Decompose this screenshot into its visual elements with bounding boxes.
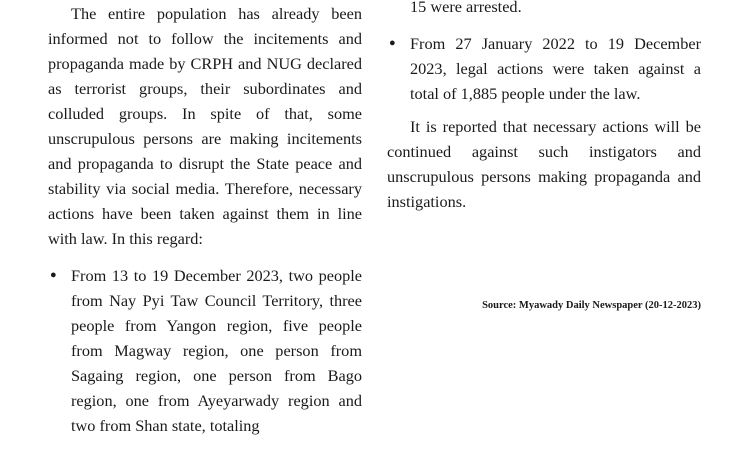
- left-column: [48, 0, 362, 438]
- bullet-text: From 27 January 2022 to 19 December 2023, legal actions were taken against a total of 1,885 people under the law.: [410, 34, 701, 103]
- bullet-icon: ●: [389, 37, 396, 49]
- bullet-text: From 13 to 19 December 2023, two people from Nay Pyi Taw Council Territory, three people from Yangon region, five people from Magway region, one person from Sagaing region, one person from Bago region, one from Ayeyarwady region and two from Shan state, totaling: [71, 266, 362, 435]
- intro-paragraph: The entire population has already been informed not to follow the incitements and propaganda made by CRPH and NUG declared as terrorist groups, their subordinates and colluded groups. In spite of that, some unscrupulous persons are making incitements and propaganda to disrupt the State peace and stability via social media. Therefore, necessary actions have been taken against them in line with law. In this regard:: [48, 4, 362, 248]
- list-item: [387, 31, 701, 106]
- list-item: [48, 263, 362, 438]
- right-bullet-list: [387, 31, 701, 106]
- closing-paragraph: It is reported that necessary actions will be continued against such instigators and unscrupulous persons making propaganda and instigations.: [387, 117, 701, 211]
- continued-text: 15 were arrested.: [410, 0, 522, 16]
- right-column: [387, 0, 701, 214]
- source-citation: Source: Myawady Daily Newspaper (20-12-2023): [482, 300, 701, 311]
- bullet-icon: ●: [50, 269, 57, 281]
- left-bullet-list: [48, 263, 362, 438]
